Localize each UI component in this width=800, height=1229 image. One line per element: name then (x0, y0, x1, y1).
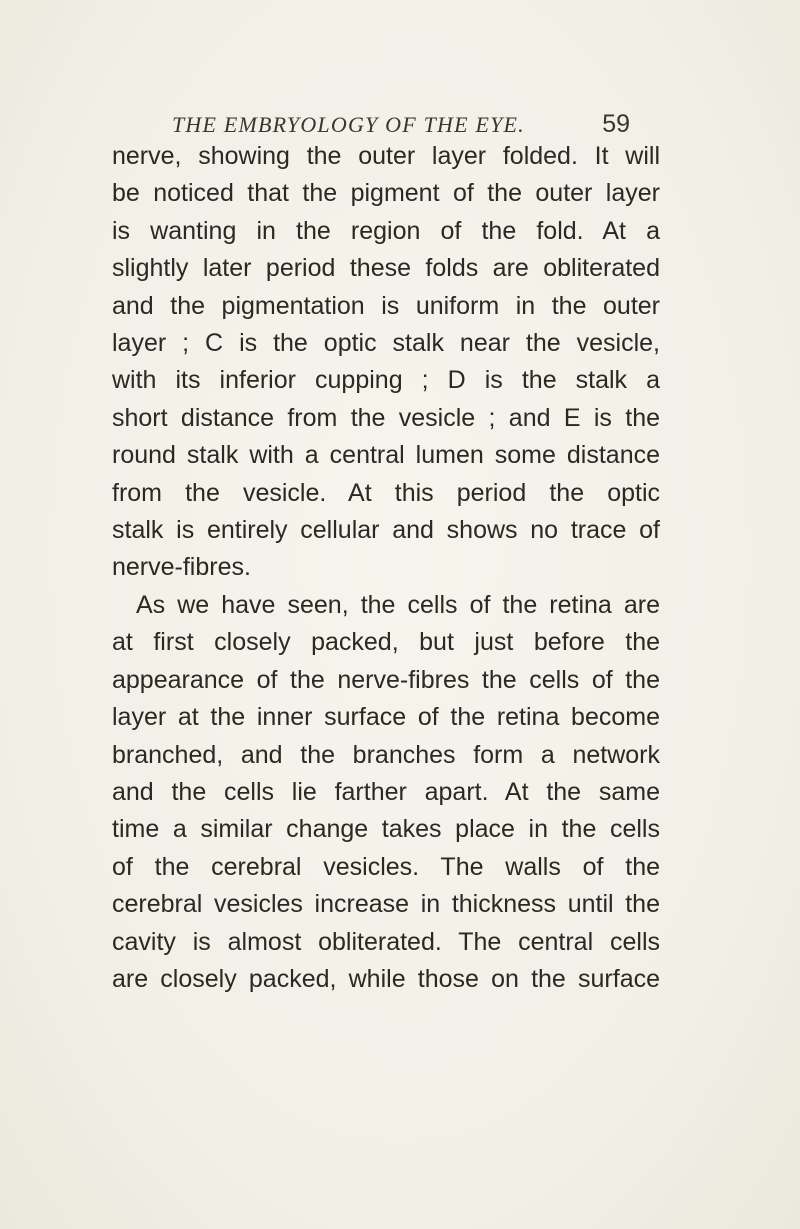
text-line: nerve, showing the outer layer folded. It will (112, 142, 660, 170)
text-line: appearance of the nerve-fibres the cells of the (112, 665, 660, 694)
text-line: be noticed that the pigment of the outer layer (112, 179, 660, 208)
running-head-title: THE EMBRYOLOGY OF THE EYE. (172, 112, 525, 137)
text-line: and the pigmentation is uniform in the outer (112, 291, 660, 320)
page-number: 59 (602, 110, 630, 138)
text-line: with its inferior cupping ; D is the stalk a (112, 366, 660, 395)
text-line: round stalk with a central lumen some distance (112, 441, 660, 470)
text-line: layer ; C is the optic stalk near the vesicle, (112, 329, 660, 358)
text-line: branched, and the branches form a network (112, 740, 660, 769)
text-line: nerve-fibres. (112, 553, 251, 582)
text-line: layer at the inner surface of the retina become (112, 703, 660, 732)
text-line: cavity is almost obliterated. The central cells (112, 927, 660, 956)
text-line: stalk is entirely cellular and shows no trace of (112, 516, 660, 545)
text-line: time a similar change takes place in the cells (112, 815, 660, 844)
text-line: and the cells lie farther apart. At the same (112, 777, 660, 806)
body-text (112, 138, 660, 998)
paragraph-1 (112, 138, 660, 587)
text-line: are closely packed, while those on the surface (112, 964, 660, 993)
text-line: slightly later period these folds are obliterated (112, 254, 660, 283)
text-line: from the vesicle. At this period the optic (112, 478, 660, 507)
text-line: As we have seen, the cells of the retina are (136, 590, 660, 619)
text-line: short distance from the vesicle ; and E is the (112, 403, 660, 432)
text-line: at first closely packed, but just before the (112, 628, 660, 657)
paragraph-2 (112, 587, 660, 998)
text-line: is wanting in the region of the fold. At a (112, 216, 660, 245)
text-line: cerebral vesicles increase in thickness until the (112, 890, 660, 919)
text-line: of the cerebral vesicles. The walls of the (112, 852, 660, 881)
